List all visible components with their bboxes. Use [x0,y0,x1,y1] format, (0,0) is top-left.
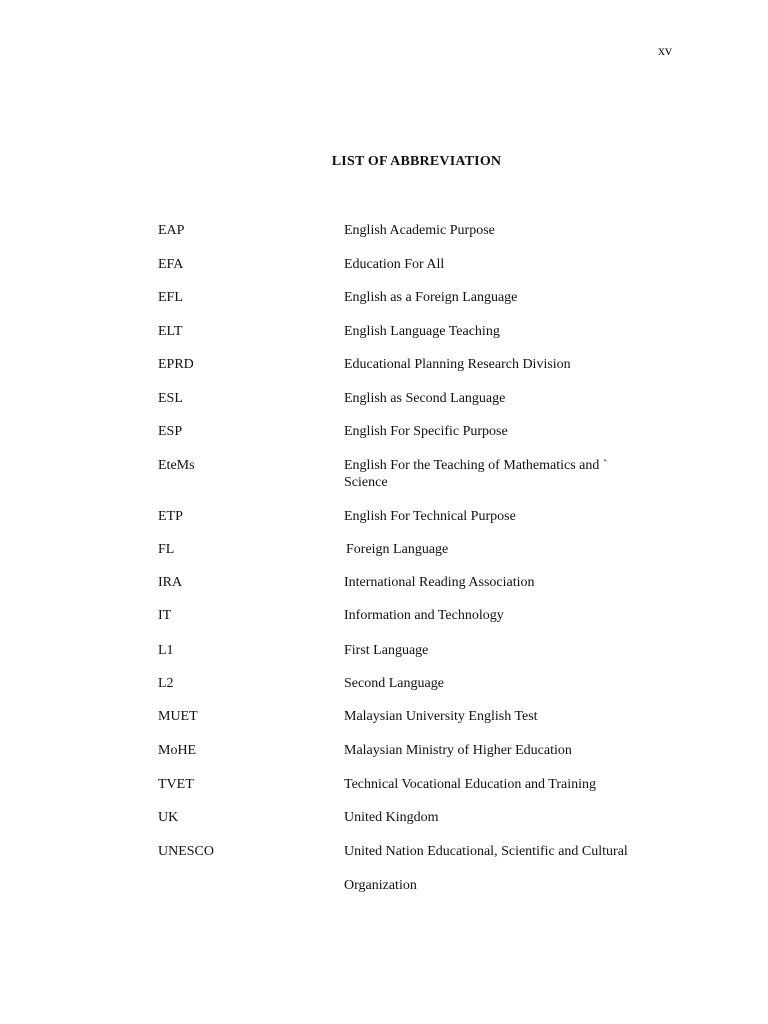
abbreviation-definition: Malaysian University English Test [344,709,538,724]
abbreviation-definition: Malaysian Ministry of Higher Education [344,743,572,758]
abbreviation-definition: United Kingdom [344,810,439,825]
abbreviation-term: EteMs [158,458,195,473]
abbreviation-term: ELT [158,324,183,339]
abbreviation-term: TVET [158,777,194,792]
abbreviation-definition: Educational Planning Research Division [344,357,571,372]
abbreviation-term: ETP [158,509,183,524]
abbreviation-definition: International Reading Association [344,575,535,590]
abbreviation-term: ESP [158,424,183,439]
abbreviation-definition: English For the Teaching of Mathematics and ` Science [344,458,608,490]
abbreviation-term: EFA [158,257,184,272]
abbreviation-definition: English For Technical Purpose [344,509,516,524]
abbreviation-term: IRA [158,575,183,590]
abbreviation-term: IT [158,608,172,623]
abbreviation-term: UNESCO [158,844,215,859]
abbreviation-definition: Second Language [344,676,444,691]
abbreviation-term: MoHE [158,743,197,758]
abbreviation-definition: First Language [344,643,429,658]
abbreviation-definition: English as a Foreign Language [344,290,518,305]
abbreviation-definition: Information and Technology [344,608,504,623]
abbreviation-definition: English For Specific Purpose [344,424,508,439]
abbreviation-definition: English as Second Language [344,391,506,406]
abbreviation-term: EFL [158,290,183,305]
abbreviation-term: UK [158,810,179,825]
abbreviation-term: EPRD [158,357,194,372]
abbreviation-definition: United Nation Educational, Scientific and Cultural Organization [344,844,628,893]
abbreviation-term: L2 [158,676,174,691]
abbreviation-definition: Foreign Language [346,542,449,557]
abbreviation-term: EAP [158,223,185,238]
abbreviation-definition: Technical Vocational Education and Training [344,777,597,792]
page-title: LIST OF ABBREVIATION [331,154,502,169]
page-number: xv [658,44,672,59]
abbreviation-term: FL [158,542,175,557]
abbreviation-definition: Education For All [344,257,445,272]
abbreviation-term: MUET [158,709,198,724]
abbreviation-term: L1 [158,643,174,658]
abbreviation-term: ESL [158,391,183,406]
abbreviation-definition: English Academic Purpose [344,223,495,238]
abbreviation-definition: English Language Teaching [344,324,500,339]
